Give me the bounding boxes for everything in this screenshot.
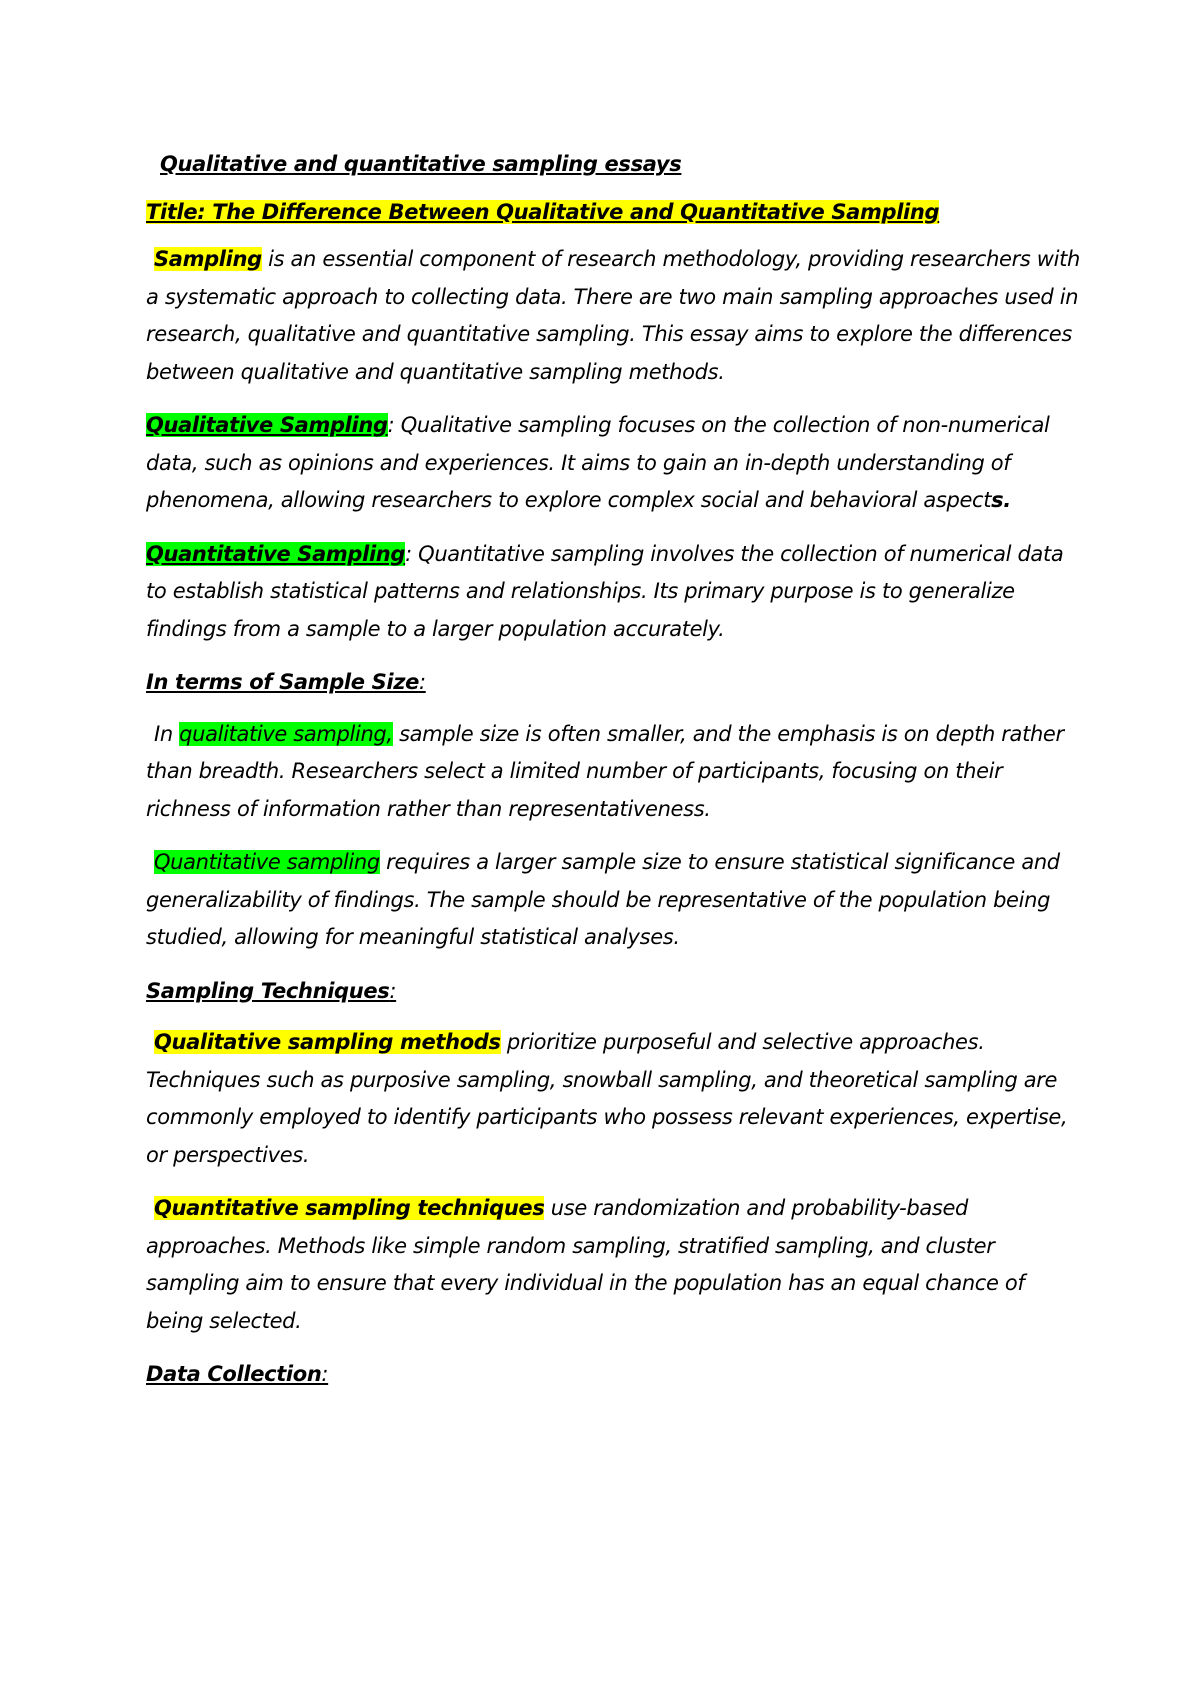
quantitative-techniques-paragraph — [146, 1190, 1086, 1340]
data-collection-heading-colon: : — [321, 1362, 329, 1386]
document-title — [146, 146, 1086, 184]
sample-size-heading-colon: : — [418, 670, 426, 694]
data-collection-heading-text: Data Collection — [146, 1362, 322, 1386]
sample-size-heading — [146, 664, 1086, 702]
qualitative-sample-size-term: qualitative sampling, — [179, 721, 393, 746]
qualitative-definition-end: s. — [991, 488, 1011, 512]
qualitative-sample-size-prefix: In — [154, 721, 180, 746]
qualitative-techniques-paragraph — [146, 1024, 1086, 1174]
essay-title-text: Title: The Difference Between Qualitative and Quantitative Sampling — [146, 199, 940, 224]
document-body — [146, 146, 1086, 1408]
essay-title — [146, 194, 1086, 232]
quantitative-sample-size-paragraph — [146, 844, 1086, 957]
qualitative-definition-text: : Qualitative sampling focuses on the collection of non-numerical data, such as opinions and experiences. It aims to gain an in-depth understanding of phenomena, allowing researchers to explore complex social and behavioral aspect — [146, 413, 1050, 512]
quantitative-definition-term: Quantitative Sampling — [146, 541, 406, 566]
qualitative-definition-paragraph — [146, 407, 1086, 520]
qualitative-sample-size-paragraph — [146, 716, 1086, 829]
quantitative-techniques-term: Quantitative sampling techniques — [154, 1196, 545, 1220]
qualitative-definition-term: Qualitative Sampling — [146, 413, 388, 437]
techniques-heading-text: Sampling Techniques — [146, 978, 390, 1003]
quantitative-definition-text: : Quantitative sampling involves the collection of numerical data to establish statistical patterns and relationships. Its primary purpose is to generalize findings from a sample to a larger population accurately. — [146, 541, 1064, 641]
qualitative-sample-size-text: sample size is often smaller, and the emphasis is on depth rather than breadth. Researchers select a limited number of participants, focusing on their richness of information rather than representativeness. — [146, 721, 1064, 821]
sample-size-heading-text: In terms of Sample Size — [146, 670, 419, 694]
document-title-text: Qualitative and quantitative sampling essays — [160, 152, 682, 176]
quantitative-definition-paragraph — [146, 536, 1086, 649]
data-collection-heading — [146, 1356, 1086, 1394]
intro-text: is an essential component of research methodology, providing researchers with a systematic approach to collecting data. There are two main sampling approaches used in research, qualitative and quantitative sampling. This essay aims to explore the differences between qualitative and quantitative sampling methods. — [146, 247, 1080, 384]
intro-paragraph — [146, 241, 1086, 391]
techniques-heading-colon: : — [389, 978, 397, 1003]
intro-term: Sampling — [154, 247, 262, 271]
quantitative-sample-size-term: Quantitative sampling — [154, 850, 380, 874]
quantitative-techniques-text: use randomization and probability-based approaches. Methods like simple random sampling, stratified sampling, and cluster sampling aim to ensure that every individual in the population has an equal chance of being selected. — [146, 1196, 1025, 1333]
quantitative-sample-size-text: requires a larger sample size to ensure statistical significance and generalizability of findings. The sample should be representative of the population being studied, allowing for meaningful statistical analyses. — [146, 850, 1060, 949]
techniques-heading — [146, 973, 1086, 1011]
qualitative-techniques-term: Qualitative sampling methods — [154, 1030, 501, 1054]
qualitative-techniques-text: prioritize purposeful and selective approaches. Techniques such as purposive sampling, snowball sampling, and theoretical sampling are commonly employed to identify participants who possess relevant experiences, expertise, or perspectives. — [146, 1030, 1068, 1167]
